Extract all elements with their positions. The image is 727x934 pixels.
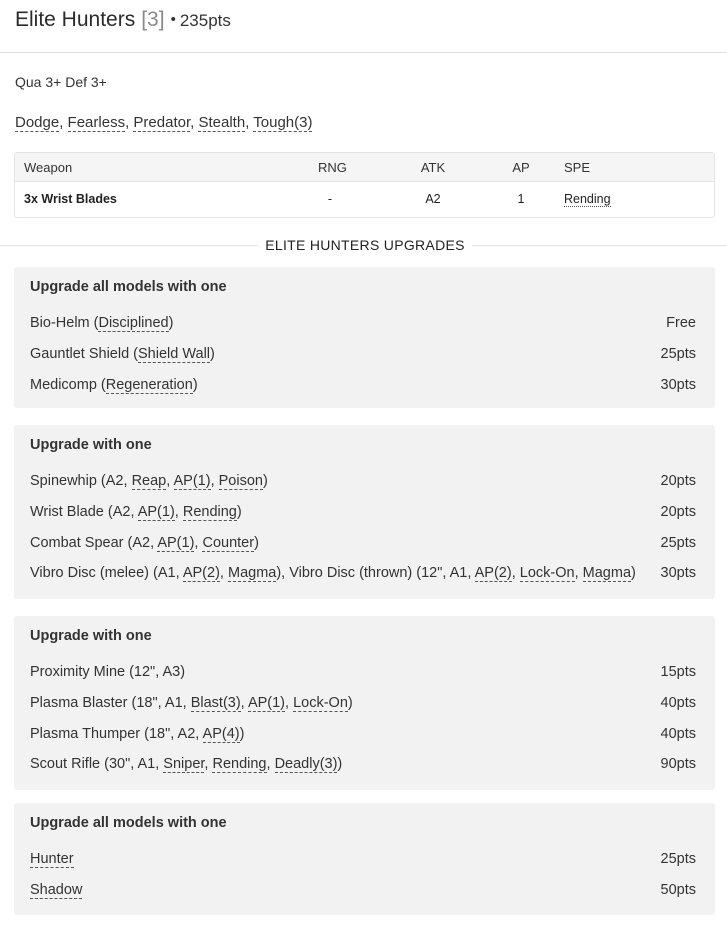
upgrade-option-cost: Free — [666, 315, 696, 331]
upgrade-option[interactable] — [30, 535, 696, 557]
upgrade-option-text: , — [285, 694, 294, 711]
upgrade-option-cost: 25pts — [660, 534, 696, 551]
upgrade-group — [14, 803, 715, 915]
rule-link[interactable]: Reap — [131, 473, 167, 489]
rule-link[interactable]: AP(2) — [182, 565, 220, 582]
upgrade-option-text: Vibro Disc (melee) (A1, — [30, 565, 183, 582]
rule-link[interactable]: Hunter — [30, 851, 74, 867]
rule-tough[interactable]: Tough(3) — [253, 114, 313, 131]
unit-header — [0, 0, 727, 53]
upgrade-option-text: Wrist Blade (A2, — [30, 503, 138, 520]
upgrade-option-text: Medicomp ( — [30, 376, 106, 393]
rule-link[interactable]: Counter — [202, 534, 255, 551]
upgrade-option-cost: 40pts — [660, 694, 696, 711]
rule-link[interactable]: AP(1) — [247, 694, 286, 711]
rule-link[interactable]: Poison — [218, 473, 263, 489]
rule-link[interactable]: Shadow — [30, 881, 83, 898]
header-atk: ATK — [420, 160, 446, 175]
upgrade-option-text: , — [511, 565, 520, 582]
upgrade-option-text: ) — [631, 565, 636, 582]
upgrades-title: ELITE HUNTERS UPGRADES — [265, 237, 465, 253]
upgrade-option-cost: 50pts — [660, 881, 696, 898]
upgrade-option[interactable] — [30, 756, 696, 778]
divider-right — [472, 245, 727, 246]
upgrade-group-title: Upgrade with one — [30, 437, 152, 453]
upgrade-option-cost: 30pts — [660, 376, 696, 393]
upgrade-group — [14, 267, 715, 408]
upgrade-option-name — [30, 756, 342, 772]
upgrade-option-text: , — [219, 565, 228, 582]
unit-name: Elite Hunters — [15, 8, 136, 31]
rule-predator[interactable]: Predator — [133, 114, 191, 131]
weapon-atk: A2 — [425, 192, 441, 206]
upgrade-option-text: , — [266, 756, 275, 773]
unit-stats: Qua 3+ Def 3+ — [15, 74, 107, 90]
upgrade-option-text: Spinewhip (A2, — [30, 473, 132, 489]
upgrade-option-cost: 20pts — [660, 473, 696, 489]
upgrade-option-text: Gauntlet Shield ( — [30, 345, 139, 362]
separator-dot: • — [170, 11, 176, 28]
rule-link[interactable]: Rending — [212, 756, 267, 773]
weapons-table — [14, 152, 715, 218]
weapon-name: 3x Wrist Blades — [24, 192, 117, 206]
rule-link[interactable]: Blast(3) — [190, 694, 241, 711]
upgrade-option-text: Bio-Helm ( — [30, 315, 99, 331]
header-weapon: Weapon — [24, 160, 73, 175]
upgrade-option-name — [30, 695, 353, 711]
upgrade-option-text: , — [574, 565, 583, 582]
upgrade-option-text: ) — [347, 694, 353, 711]
upgrade-option-text: ) — [337, 756, 343, 773]
unit-count: [3] — [141, 8, 165, 31]
rule-rending[interactable]: Rending — [564, 192, 611, 206]
rule-fearless[interactable]: Fearless — [67, 114, 126, 131]
upgrade-option-name — [30, 504, 242, 520]
upgrade-option-name — [30, 377, 198, 393]
upgrade-option-text: ) — [210, 345, 215, 362]
upgrade-option-text: ) — [262, 473, 268, 489]
special-rules: Dodge, Fearless, Predator, Stealth, Tough(3) — [15, 114, 313, 131]
upgrade-group — [14, 425, 715, 599]
upgrade-option-cost: 15pts — [660, 664, 696, 680]
rule-link[interactable]: Rending — [182, 503, 237, 520]
upgrade-option-cost: 30pts — [660, 565, 696, 582]
upgrade-option[interactable] — [30, 473, 696, 495]
upgrade-group-title: Upgrade with one — [30, 628, 152, 644]
upgrade-option[interactable] — [30, 695, 696, 717]
upgrade-group-title: Upgrade all models with one — [30, 279, 227, 295]
rule-link[interactable]: Lock-On — [519, 565, 575, 582]
upgrade-option[interactable] — [30, 346, 696, 368]
weapon-spe — [564, 192, 611, 206]
upgrade-option-text: , — [204, 756, 213, 773]
divider-left — [0, 245, 258, 246]
upgrade-option-text: ) — [236, 503, 242, 520]
upgrade-option-name — [30, 315, 173, 331]
upgrade-option-text: , — [194, 534, 203, 551]
upgrade-option-name — [30, 346, 215, 362]
upgrade-option-text: Plasma Thumper (18", A2, — [30, 725, 203, 742]
upgrade-option[interactable] — [30, 726, 696, 748]
upgrade-option-name — [30, 473, 268, 489]
upgrade-option-name — [30, 664, 185, 680]
weapons-table-header — [15, 153, 714, 182]
rule-link[interactable]: Shield Wall — [138, 345, 211, 362]
rule-link[interactable]: Sniper — [163, 756, 205, 773]
header-rng: RNG — [318, 160, 347, 175]
rule-link[interactable]: AP(2) — [474, 565, 512, 582]
upgrade-option-text: ) — [239, 725, 245, 742]
upgrades-section-title — [0, 236, 727, 256]
upgrade-option-text: ) — [254, 534, 259, 551]
header-spe: SPE — [564, 160, 591, 175]
rule-dodge[interactable]: Dodge — [15, 114, 60, 131]
upgrade-option[interactable] — [30, 882, 696, 904]
upgrade-option-text: Combat Spear (A2, — [30, 534, 158, 551]
upgrade-option-text: ), Vibro Disc (thrown) (12", A1, — [276, 565, 475, 582]
weapon-rng: - — [327, 192, 333, 206]
upgrade-option-text: , — [174, 503, 183, 520]
upgrade-option-text: , — [240, 694, 248, 711]
upgrade-option-text: , — [166, 473, 174, 489]
upgrade-option-text: ) — [168, 315, 174, 331]
upgrade-option-text: ) — [192, 376, 198, 393]
rule-link[interactable]: Magma — [582, 565, 632, 582]
rule-link[interactable]: AP(4) — [202, 725, 240, 742]
upgrade-option-name — [30, 882, 82, 898]
rule-link[interactable]: Disciplined — [98, 315, 169, 331]
rule-link[interactable]: AP(1) — [173, 473, 211, 489]
upgrade-option[interactable] — [30, 565, 696, 587]
upgrade-option-name — [30, 851, 74, 867]
rule-link[interactable]: Deadly(3) — [274, 756, 338, 773]
rule-link[interactable]: AP(1) — [137, 503, 175, 520]
upgrade-option[interactable] — [30, 377, 696, 399]
rule-link[interactable]: Lock-On — [293, 694, 348, 711]
upgrade-option[interactable] — [30, 851, 696, 873]
upgrade-group-title: Upgrade all models with one — [30, 815, 227, 831]
unit-points: 235pts — [179, 11, 231, 30]
rule-link[interactable]: Regeneration — [105, 376, 193, 393]
rule-link[interactable]: AP(1) — [157, 534, 195, 551]
table-row — [15, 183, 714, 218]
upgrade-option-text: Proximity Mine (12", A3) — [30, 664, 186, 680]
upgrade-option-text: Plasma Blaster (18", A1, — [30, 694, 191, 711]
rule-link[interactable]: Magma — [227, 565, 277, 582]
upgrade-option-name — [30, 535, 259, 551]
upgrade-option-text: Scout Rifle (30", A1, — [30, 756, 164, 773]
upgrade-option[interactable] — [30, 315, 696, 337]
header-ap: AP — [512, 160, 530, 175]
upgrade-option-cost: 25pts — [660, 851, 696, 867]
upgrade-option-cost: 90pts — [660, 756, 696, 773]
upgrade-option-cost: 20pts — [660, 503, 696, 520]
weapon-ap: 1 — [517, 192, 525, 206]
upgrade-option-name — [30, 726, 244, 742]
upgrade-group — [14, 616, 715, 790]
rule-stealth[interactable]: Stealth — [198, 114, 246, 131]
upgrade-option-name — [30, 565, 636, 581]
upgrade-option-cost: 25pts — [660, 345, 696, 362]
unit-title — [15, 8, 231, 32]
upgrade-option-cost: 40pts — [660, 725, 696, 742]
upgrade-option[interactable] — [30, 664, 696, 686]
upgrade-option-text: , — [210, 473, 219, 489]
upgrade-option[interactable] — [30, 504, 696, 526]
